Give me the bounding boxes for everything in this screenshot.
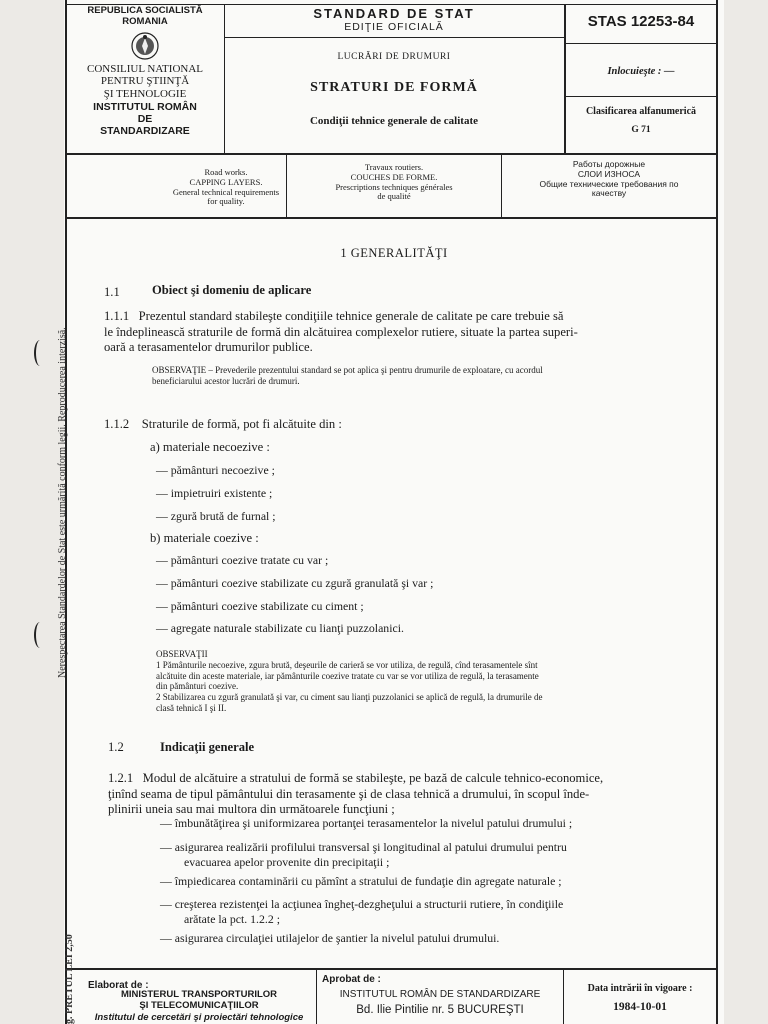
category-label: LUCRĂRI DE DRUMURI <box>337 52 451 62</box>
list-item: — pământuri coezive tratate cu var ; <box>156 553 329 567</box>
classification-code: G 71 <box>631 125 651 135</box>
document-subtitle: Condiţii tehnice generale de calitate <box>309 115 479 127</box>
standard-de-stat-label: STANDARD DE STAT <box>313 6 475 21</box>
chapter-heading: 1 GENERALITĂŢI <box>340 246 448 260</box>
effective-date-value: 1984-10-01 <box>613 1001 667 1013</box>
list-item: — pământuri necoezive ; <box>156 463 275 477</box>
paragraph-1-2-1: 1.2.1 Modul de alcătuire a stratului de formă se stabileşte, pe bază de calcule tehnico-economice, ţinînd seama de tipul pământului din terasamente şi de clasa tehnică a drumului, în scopul înde- plinirii uneia sau mai multora din următoarele funcţiuni ; <box>108 771 604 817</box>
country-name: ROMANIA <box>122 15 168 27</box>
effective-date-label: Data intrării în vigoare : <box>587 983 693 994</box>
binder-mark-icon <box>34 340 46 366</box>
function-item: — asigurarea circulaţiei utilajelor de şantier la nivelul patului drumului. <box>160 931 500 945</box>
aprobat-by: INSTITUTUL ROMÂN DE STANDARDIZARE Bd. Ilie Pintilie nr. 5 BUCUREŞTI <box>339 989 541 1016</box>
title-english: Road works. CAPPING LAYERS. General technical requirements for quality. <box>172 167 280 207</box>
function-item: — creşterea rezistenţei la acţiunea îngheţ-dezgheţului a structurii rutiere, în condiţiile arătate la pct. 1.2.2 ; <box>160 897 564 926</box>
title-russian: Работы дорожные СЛОИ ИЗНОСА Общие технические требования по качеству <box>539 159 679 199</box>
binder-mark-icon <box>34 622 46 648</box>
elaborat-label: Elaborat de : <box>88 980 149 991</box>
price-side-text: g. PRETUL LEI 2,50 <box>64 934 75 1024</box>
list-item: — zgură brută de furnal ; <box>156 509 276 523</box>
section-number-1-1: 1.1 <box>104 285 120 299</box>
paragraph-1-1-1: 1.1.1 Prezentul standard stabileşte condiţiile tehnice generale de calitate pe care trebuie să le îndeplinească straturile de formă din alcătuirea complexelor rutiere, situate la partea superi- oară a terasamentelor drumurilor publice. <box>104 309 578 355</box>
list-a-label: a) materiale necoezive : <box>150 440 270 454</box>
list-item: — pământuri coezive stabilizate cu zgură granulată şi var ; <box>156 576 434 590</box>
list-item: — pământuri coezive stabilizate cu ciment ; <box>156 599 364 613</box>
section-title-1-2: Indicaţii generale <box>160 740 255 754</box>
stas-code: STAS 12253-84 <box>587 13 695 30</box>
council-name: CONSILIUL NATIONAL PENTRU ŞTIINŢĂ ŞI TEHNOLOGIE <box>87 62 203 101</box>
aprobat-label: Aprobat de : <box>322 974 381 985</box>
paragraph-1-1-2: 1.1.2 Straturile de formă, pot fi alcătuite din : <box>104 417 342 431</box>
observations-2: OBSERVAŢII 1 Pământurile necoezive, zgura brută, deşeurile de carieră se vor utiliza, de regulă, cînd terasamentele sînt alcătuite din aceste materiale, iar pământurile coezive tratate cu var se vor utiliza de regulă, la terasamente din pământuri coezive. 2 Stabilizarea cu zgură granulată şi var, cu ciment sau lianţi puzzolanici se aplică de regulă, la drumurile de clasă tehnică I şi II. <box>156 649 543 713</box>
edition-label: EDIŢIE OFICIALĂ <box>344 21 444 33</box>
republic-name: REPUBLICA SOCIALISTĂ <box>87 5 203 16</box>
function-item: — asigurarea realizării profilului transversal şi longitudinal al patului drumului pentru evacuarea apelor provenite din precipitaţii ; <box>160 840 567 869</box>
document-title: STRATURI DE FORMĂ <box>310 80 478 95</box>
section-number-1-2: 1.2 <box>108 740 124 754</box>
standard-page <box>64 0 724 1024</box>
section-title-1-1: Obiect şi domeniu de aplicare <box>152 283 312 297</box>
replaces-label: Inlocuieşte : — <box>607 66 675 77</box>
list-item: — impietruiri existente ; <box>156 486 273 500</box>
list-item: — agregate naturale stabilizate cu lianţi puzzolanici. <box>156 621 404 635</box>
institute-name: INSTITUTUL ROMÂN DE STANDARDIZARE <box>93 100 197 137</box>
function-item: — îmbunătăţirea şi uniformizarea portanţei terasamentelor la nivelul patului drumului ; <box>160 816 573 830</box>
function-item: — împiedicarea contaminării cu pămînt a stratului de fundaţie din agregate naturale ; <box>160 874 562 888</box>
coat-of-arms-icon <box>130 31 160 61</box>
title-french: Travaux routiers. COUCHES DE FORME. Prescriptions techniques générales de qualité <box>335 162 453 202</box>
legal-notice-side-text: Nerespectarea Standardelor de Stat este urmărită conform legii. Reproducerea interzisă. <box>57 327 68 678</box>
observation-1: OBSERVAŢIE – Prevederile prezentului standard se pot aplica şi pentru drumurile de exploatare, cu acordul beneficiarului acestor lucrări de drumuri. <box>152 365 543 387</box>
elaborat-by: MINISTERUL TRANSPORTURILOR ŞI TELECOMUNICAŢIILOR Institutul de cercetări şi proiectări tehnologice <box>94 989 304 1023</box>
list-b-label: b) materiale coezive : <box>150 531 259 545</box>
classification-label: Clasificarea alfanumerică <box>585 106 697 117</box>
issuer-block <box>68 6 222 137</box>
